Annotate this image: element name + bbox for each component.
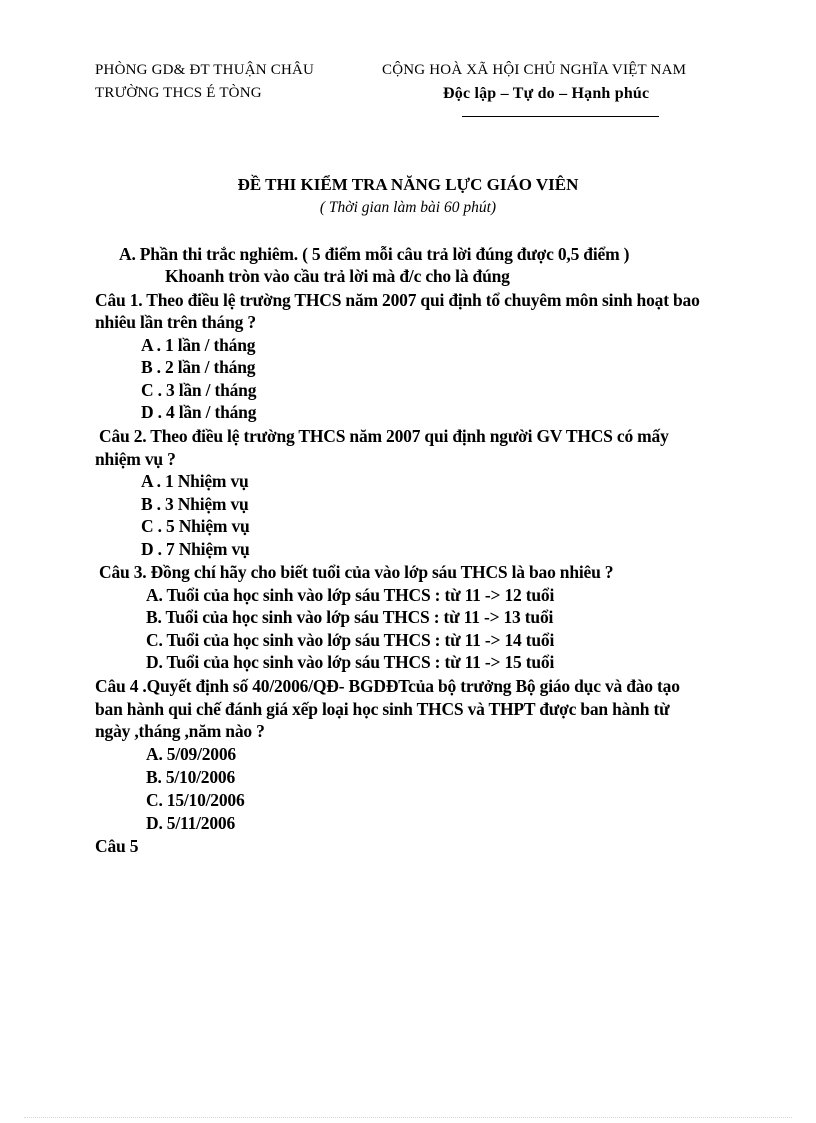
question-3-option-d: D. Tuổi của học sinh vào lớp sáu THCS : từ 11 -> 15 tuổi [146,652,555,672]
question-3-option-b: B. Tuổi của học sinh vào lớp sáu THCS : từ 11 -> 13 tuổi [146,607,554,627]
department-name: PHÒNG GD& ĐT THUẬN CHÂU [95,62,315,78]
question-1-line-1: Câu 1. Theo điều lệ trường THCS năm 2007 qui định tổ chuyêm môn sinh hoạt bao [95,290,700,310]
question-1-line-2: nhiêu lần trên tháng ? [95,312,256,332]
question-4-line-2: ban hành qui chế đánh giá xếp loại học sinh THCS và THPT được ban hành từ [95,699,670,719]
country-name: CỘNG HOÀ XÃ HỘI CHỦ NGHĨA VIỆT NAM [382,62,687,78]
national-motto: Độc lập – Tự do – Hạnh phúc [443,85,650,102]
question-5-line-1: Câu 5 [95,836,139,856]
question-4-line-1: Câu 4 .Quyết định số 40/2006/QĐ- BGDĐTcủa bộ trưởng Bộ giáo dục và đào tạo [95,676,680,696]
exam-duration: ( Thời gian làm bài 60 phút) [319,199,497,216]
question-1-option-d: D . 4 lần / tháng [141,402,257,422]
question-2-line-2: nhiệm vụ ? [95,449,176,469]
question-1-option-b: B . 2 lần / tháng [141,357,256,377]
question-4-option-a: A. 5/09/2006 [146,744,236,764]
question-3-option-c: C. Tuổi của học sinh vào lớp sáu THCS : từ 11 -> 14 tuổi [146,630,555,650]
section-a-heading: A. Phần thi trắc nghiêm. ( 5 điểm mỗi câu trả lời đúng được 0,5 điểm ) [119,244,630,264]
question-1-option-a: A . 1 lần / tháng [141,335,256,355]
page-bottom-divider [24,1117,792,1118]
question-4-option-b: B. 5/10/2006 [146,767,235,787]
question-2-option-b: B . 3 Nhiệm vụ [141,494,249,514]
question-2-option-a: A . 1 Nhiệm vụ [141,471,249,491]
question-3-option-a: A. Tuổi của học sinh vào lớp sáu THCS : từ 11 -> 12 tuổi [146,585,555,605]
question-2-option-d: D . 7 Nhiệm vụ [141,539,250,559]
question-4-option-c: C. 15/10/2006 [146,790,245,810]
motto-underline [462,116,659,117]
question-4-option-d: D. 5/11/2006 [146,813,235,833]
question-3-line-1: Câu 3. Đồng chí hãy cho biết tuổi của vào lớp sáu THCS là bao nhiêu ? [99,562,614,582]
question-4-line-3: ngày ,tháng ,năm nào ? [95,721,265,741]
exam-title: ĐỀ THI KIỂM TRA NĂNG LỰC GIÁO VIÊN [237,175,579,194]
question-1-option-c: C . 3 lần / tháng [141,380,257,400]
question-2-line-1: Câu 2. Theo điều lệ trường THCS năm 2007 qui định người GV THCS có mấy [99,426,669,446]
question-2-option-c: C . 5 Nhiệm vụ [141,516,250,536]
school-name: TRƯỜNG THCS É TÒNG [95,85,262,101]
section-a-instruction: Khoanh tròn vào cầu trả lời mà đ/c cho là đúng [165,266,510,286]
